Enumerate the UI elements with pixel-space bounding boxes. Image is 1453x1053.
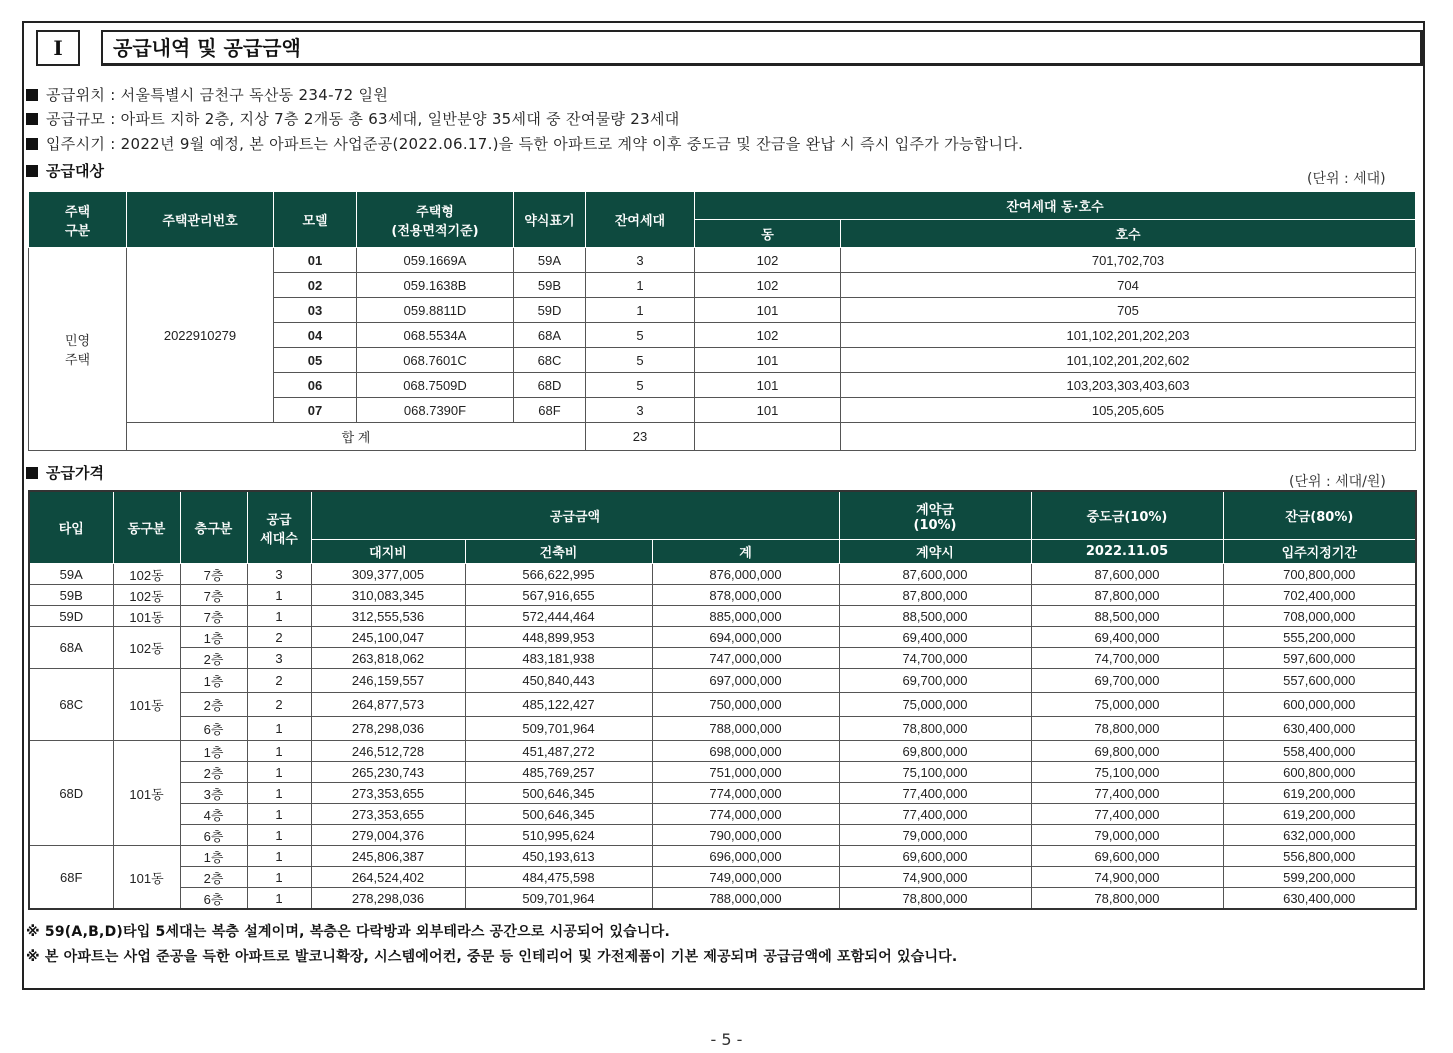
cell-middle: 78,800,000 (1031, 888, 1223, 910)
info-scale (26, 108, 680, 129)
bullet-square-icon (26, 467, 38, 479)
cell-remain: 1 (586, 273, 695, 298)
cell-balance: 630,400,000 (1223, 717, 1416, 741)
supply-price-table (28, 490, 1417, 910)
cell-type: 068.7390F (357, 398, 514, 423)
cell-remain: 1 (586, 298, 695, 323)
cell-abbr: 68D (514, 373, 586, 398)
cell-land: 309,377,005 (311, 564, 465, 585)
cell-type: 059.1669A (357, 248, 514, 273)
cell-total: 876,000,000 (652, 564, 839, 585)
cell-building: 509,701,964 (465, 717, 652, 741)
price-row (29, 762, 1416, 783)
cell-floor: 6층 (180, 825, 247, 846)
supply-price-heading-text: 공급가격 (46, 464, 104, 482)
cell-model: 02 (274, 273, 357, 298)
cell-deposit: 78,800,000 (839, 717, 1031, 741)
cell-dong: 101동 (113, 606, 180, 627)
cell-dong: 101동 (113, 846, 180, 910)
cell-type: 59A (29, 564, 113, 585)
cell-middle: 75,100,000 (1031, 762, 1223, 783)
cell-dong: 101 (695, 373, 841, 398)
price-row (29, 627, 1416, 648)
cell-dong: 102 (695, 323, 841, 348)
cell-type: 68D (29, 741, 113, 846)
cell-total: 696,000,000 (652, 846, 839, 867)
th-land-cost: 대지비 (311, 540, 465, 564)
section-number: I (36, 30, 80, 66)
cell-total: 878,000,000 (652, 585, 839, 606)
cell-balance: 700,800,000 (1223, 564, 1416, 585)
th-supply-amount: 공급금액 (311, 491, 839, 540)
price-row (29, 648, 1416, 669)
th-type: 타입 (29, 491, 113, 564)
bullet-square-icon (26, 165, 38, 177)
cell-count: 1 (247, 762, 311, 783)
cell-deposit: 79,000,000 (839, 825, 1031, 846)
cell-middle: 69,700,000 (1031, 669, 1223, 693)
cell-floor: 7층 (180, 585, 247, 606)
cell-floor: 1층 (180, 846, 247, 867)
cell-floor: 1층 (180, 741, 247, 762)
cell-total: 750,000,000 (652, 693, 839, 717)
th-middle-when: 2022.11.05 (1031, 540, 1223, 564)
cell-total: 788,000,000 (652, 717, 839, 741)
th-ho: 호수 (841, 220, 1416, 248)
cell-count: 1 (247, 825, 311, 846)
bullet-square-icon (26, 113, 38, 125)
cell-total: 694,000,000 (652, 627, 839, 648)
cell-building: 500,646,345 (465, 783, 652, 804)
cell-count: 1 (247, 606, 311, 627)
cell-deposit: 88,500,000 (839, 606, 1031, 627)
cell-model: 06 (274, 373, 357, 398)
cell-building: 566,622,995 (465, 564, 652, 585)
price-row (29, 783, 1416, 804)
cell-total: 751,000,000 (652, 762, 839, 783)
cell-land: 279,004,376 (311, 825, 465, 846)
cell-building: 448,899,953 (465, 627, 652, 648)
cell-total: 747,000,000 (652, 648, 839, 669)
th-middle-payment: 중도금(10%) (1031, 491, 1223, 540)
cell-balance: 702,400,000 (1223, 585, 1416, 606)
th-mgmt-no: 주택관리번호 (127, 192, 274, 248)
cell-floor: 3층 (180, 783, 247, 804)
cell-model: 03 (274, 298, 357, 323)
cell-model: 07 (274, 398, 357, 423)
cell-dong: 101 (695, 348, 841, 373)
cell-deposit: 69,700,000 (839, 669, 1031, 693)
cell-land: 278,298,036 (311, 717, 465, 741)
cell-land: 246,159,557 (311, 669, 465, 693)
cell-deposit: 75,100,000 (839, 762, 1031, 783)
cell-dong: 102 (695, 248, 841, 273)
cell-type: 68A (29, 627, 113, 669)
cell-deposit: 74,900,000 (839, 867, 1031, 888)
cell-total: 885,000,000 (652, 606, 839, 627)
cell-type: 59B (29, 585, 113, 606)
info-movein (26, 133, 1023, 154)
cell-model: 05 (274, 348, 357, 373)
section-title: 공급내역 및 공급금액 (101, 30, 1423, 66)
cell-building: 450,840,443 (465, 669, 652, 693)
price-row (29, 741, 1416, 762)
cell-balance: 619,200,000 (1223, 783, 1416, 804)
cell-deposit: 74,700,000 (839, 648, 1031, 669)
cell-middle: 69,800,000 (1031, 741, 1223, 762)
price-row (29, 888, 1416, 910)
cell-type: 68C (29, 669, 113, 741)
th-model: 모델 (274, 192, 357, 248)
cell-dong: 101 (695, 298, 841, 323)
empty-cell (695, 423, 841, 451)
cell-count: 1 (247, 888, 311, 910)
cell-count: 3 (247, 648, 311, 669)
info-location-text: 공급위치 : 서울특별시 금천구 독산동 234-72 일원 (46, 86, 389, 104)
cell-type: 068.7509D (357, 373, 514, 398)
cell-floor: 1층 (180, 669, 247, 693)
note-included-options: ※ 본 아파트는 사업 준공을 득한 아파트로 발코니확장, 시스템에어컨, 중문 등 인테리어 및 가전제품이 기본 제공되며 공급금액에 포함되어 있습니다. (26, 949, 958, 965)
cell-type: 068.5534A (357, 323, 514, 348)
cell-type: 68F (29, 846, 113, 910)
cell-middle: 78,800,000 (1031, 717, 1223, 741)
cell-total: 788,000,000 (652, 888, 839, 910)
note-duplex: ※ 59(A,B,D)타입 5세대는 복층 설계이며, 복층은 다락방과 외부테라스 공간으로 시공되어 있습니다. (26, 924, 670, 940)
cell-land: 263,818,062 (311, 648, 465, 669)
cell-land: 273,353,655 (311, 783, 465, 804)
info-location (26, 84, 388, 105)
cell-total: 774,000,000 (652, 783, 839, 804)
th-floor-div: 층구분 (180, 491, 247, 564)
cell-model: 04 (274, 323, 357, 348)
th-deposit: 계약금 (10%) (839, 491, 1031, 540)
cell-balance: 708,000,000 (1223, 606, 1416, 627)
cell-building: 451,487,272 (465, 741, 652, 762)
cell-dong: 102동 (113, 585, 180, 606)
cell-count: 1 (247, 804, 311, 825)
cell-count: 1 (247, 741, 311, 762)
cell-floor: 7층 (180, 606, 247, 627)
cell-balance: 555,200,000 (1223, 627, 1416, 648)
cell-floor: 4층 (180, 804, 247, 825)
cell-model: 01 (274, 248, 357, 273)
cell-middle: 79,000,000 (1031, 825, 1223, 846)
cell-abbr: 68C (514, 348, 586, 373)
cell-land: 245,806,387 (311, 846, 465, 867)
cell-abbr: 59B (514, 273, 586, 298)
info-scale-text: 공급규모 : 아파트 지하 2층, 지상 7층 2개동 총 63세대, 일반분양 35세대 중 잔여물량 23세대 (46, 110, 680, 128)
supply-price-heading (26, 462, 104, 483)
cell-floor: 2층 (180, 762, 247, 783)
bullet-square-icon (26, 138, 38, 150)
cell-type: 059.1638B (357, 273, 514, 298)
cell-building: 509,701,964 (465, 888, 652, 910)
cell-building: 483,181,938 (465, 648, 652, 669)
cell-balance: 619,200,000 (1223, 804, 1416, 825)
th-balance-when: 입주지정기간 (1223, 540, 1416, 564)
th-remaining-units: 잔여세대 동·호수 (695, 192, 1416, 220)
cell-count: 1 (247, 585, 311, 606)
cell-floor: 2층 (180, 648, 247, 669)
page-number: - 5 - (710, 1030, 743, 1049)
cell-middle: 87,600,000 (1031, 564, 1223, 585)
cell-middle: 77,400,000 (1031, 783, 1223, 804)
cell-middle: 69,600,000 (1031, 846, 1223, 867)
th-deposit-when: 계약시 (839, 540, 1031, 564)
cell-land: 265,230,743 (311, 762, 465, 783)
cell-remain: 5 (586, 348, 695, 373)
cell-abbr: 68A (514, 323, 586, 348)
cell-balance: 600,000,000 (1223, 693, 1416, 717)
cell-ho: 701,702,703 (841, 248, 1416, 273)
cell-type: 059.8811D (357, 298, 514, 323)
cell-remain: 3 (586, 248, 695, 273)
cell-count: 2 (247, 627, 311, 648)
cell-count: 2 (247, 669, 311, 693)
cell-count: 2 (247, 693, 311, 717)
cell-floor: 6층 (180, 717, 247, 741)
price-row (29, 867, 1416, 888)
cell-deposit: 87,600,000 (839, 564, 1031, 585)
cell-land: 246,512,728 (311, 741, 465, 762)
cell-balance: 600,800,000 (1223, 762, 1416, 783)
cell-total: 749,000,000 (652, 867, 839, 888)
cell-balance: 558,400,000 (1223, 741, 1416, 762)
cell-balance: 556,800,000 (1223, 846, 1416, 867)
cell-count: 1 (247, 867, 311, 888)
th-remaining: 잔여세대 (586, 192, 695, 248)
th-house-type: 주택형 (전용면적기준) (357, 192, 514, 248)
th-dong-div: 동구분 (113, 491, 180, 564)
price-row (29, 846, 1416, 867)
cell-floor: 1층 (180, 627, 247, 648)
price-row (29, 717, 1416, 741)
th-building-cost: 건축비 (465, 540, 652, 564)
price-row (29, 669, 1416, 693)
cell-middle: 77,400,000 (1031, 804, 1223, 825)
price-row (29, 825, 1416, 846)
cell-land: 264,877,573 (311, 693, 465, 717)
th-dong: 동 (695, 220, 841, 248)
cell-count: 3 (247, 564, 311, 585)
supply-target-table (28, 191, 1416, 451)
cell-floor: 2층 (180, 867, 247, 888)
cell-dong: 102동 (113, 564, 180, 585)
cell-land: 245,100,047 (311, 627, 465, 648)
cell-middle: 88,500,000 (1031, 606, 1223, 627)
cell-middle: 74,900,000 (1031, 867, 1223, 888)
cell-balance: 557,600,000 (1223, 669, 1416, 693)
cell-deposit: 77,400,000 (839, 783, 1031, 804)
cell-ho: 103,203,303,403,603 (841, 373, 1416, 398)
cell-building: 485,122,427 (465, 693, 652, 717)
cell-total: 790,000,000 (652, 825, 839, 846)
price-row (29, 585, 1416, 606)
cell-floor: 7층 (180, 564, 247, 585)
total-label: 합 계 (127, 423, 586, 451)
cell-balance: 632,000,000 (1223, 825, 1416, 846)
cell-abbr: 59D (514, 298, 586, 323)
supply-target-unit: (단위 : 세대) (1307, 171, 1386, 187)
cell-deposit: 87,800,000 (839, 585, 1031, 606)
cell-building: 510,995,624 (465, 825, 652, 846)
th-abbr: 약식표기 (514, 192, 586, 248)
cell-dong: 101 (695, 398, 841, 423)
supply-target-heading-text: 공급대상 (46, 162, 104, 180)
cell-building: 567,916,655 (465, 585, 652, 606)
cell-balance: 599,200,000 (1223, 867, 1416, 888)
cell-land: 273,353,655 (311, 804, 465, 825)
cell-ho: 704 (841, 273, 1416, 298)
cell-type: 068.7601C (357, 348, 514, 373)
cell-abbr: 68F (514, 398, 586, 423)
cell-ho: 101,102,201,202,203 (841, 323, 1416, 348)
cell-middle: 69,400,000 (1031, 627, 1223, 648)
cell-deposit: 69,600,000 (839, 846, 1031, 867)
cell-deposit: 69,400,000 (839, 627, 1031, 648)
price-row (29, 606, 1416, 627)
cell-building: 500,646,345 (465, 804, 652, 825)
cell-type: 59D (29, 606, 113, 627)
cell-balance: 597,600,000 (1223, 648, 1416, 669)
bullet-square-icon (26, 89, 38, 101)
info-movein-text: 입주시기 : 2022년 9월 예정, 본 아파트는 사업준공(2022.06.17.)을 득한 아파트로 계약 이후 중도금 및 잔금을 완납 시 즉시 입주가 가능합니다. (46, 135, 1024, 153)
empty-cell (841, 423, 1416, 451)
cell-building: 450,193,613 (465, 846, 652, 867)
cell-ho: 105,205,605 (841, 398, 1416, 423)
cell-deposit: 69,800,000 (839, 741, 1031, 762)
cell-dong: 101동 (113, 741, 180, 846)
cell-land: 278,298,036 (311, 888, 465, 910)
cell-floor: 6층 (180, 888, 247, 910)
housing-type-cell: 민영 주택 (29, 248, 127, 451)
th-housing-type: 주택 구분 (29, 192, 127, 248)
cell-remain: 5 (586, 323, 695, 348)
price-row (29, 804, 1416, 825)
cell-remain: 3 (586, 398, 695, 423)
cell-balance: 630,400,000 (1223, 888, 1416, 910)
th-balance: 잔금(80%) (1223, 491, 1416, 540)
th-unit-count: 공급 세대수 (247, 491, 311, 564)
total-row (29, 423, 1416, 451)
price-row (29, 564, 1416, 585)
cell-floor: 2층 (180, 693, 247, 717)
cell-deposit: 77,400,000 (839, 804, 1031, 825)
cell-ho: 705 (841, 298, 1416, 323)
cell-ho: 101,102,201,202,602 (841, 348, 1416, 373)
cell-count: 1 (247, 717, 311, 741)
cell-building: 485,769,257 (465, 762, 652, 783)
cell-building: 572,444,464 (465, 606, 652, 627)
cell-abbr: 59A (514, 248, 586, 273)
supply-target-row (29, 248, 1416, 273)
cell-middle: 87,800,000 (1031, 585, 1223, 606)
cell-total: 697,000,000 (652, 669, 839, 693)
cell-count: 1 (247, 846, 311, 867)
cell-dong: 101동 (113, 669, 180, 741)
cell-building: 484,475,598 (465, 867, 652, 888)
cell-total: 698,000,000 (652, 741, 839, 762)
mgmt-no-cell: 2022910279 (127, 248, 274, 423)
th-total: 계 (652, 540, 839, 564)
price-row (29, 693, 1416, 717)
cell-total: 774,000,000 (652, 804, 839, 825)
cell-middle: 75,000,000 (1031, 693, 1223, 717)
cell-dong: 102동 (113, 627, 180, 669)
cell-count: 1 (247, 783, 311, 804)
supply-target-heading (26, 160, 104, 181)
cell-remain: 5 (586, 373, 695, 398)
cell-deposit: 75,000,000 (839, 693, 1031, 717)
cell-land: 310,083,345 (311, 585, 465, 606)
cell-middle: 74,700,000 (1031, 648, 1223, 669)
total-value: 23 (586, 423, 695, 451)
cell-land: 312,555,536 (311, 606, 465, 627)
supply-price-unit: (단위 : 세대/원) (1289, 474, 1386, 490)
cell-land: 264,524,402 (311, 867, 465, 888)
cell-dong: 102 (695, 273, 841, 298)
cell-deposit: 78,800,000 (839, 888, 1031, 910)
